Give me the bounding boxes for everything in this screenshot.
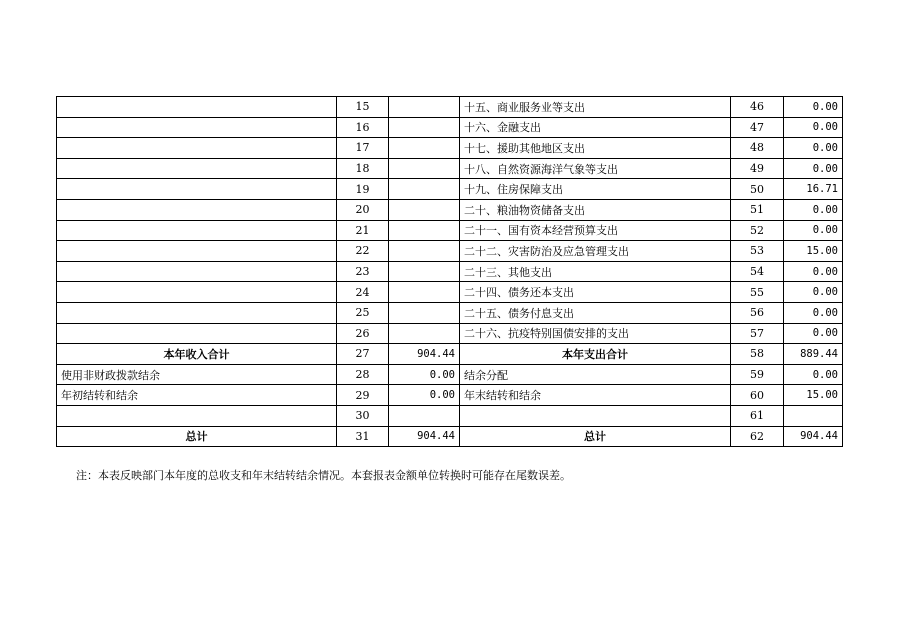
expense-line-no-cell: 58 [731, 344, 784, 365]
expense-item-cell: 二十三、其他支出 [460, 261, 731, 282]
income-item-cell [57, 302, 337, 323]
income-amount-cell [389, 282, 460, 303]
table-row [57, 97, 843, 118]
table-row [57, 364, 843, 385]
income-item-cell [57, 282, 337, 303]
income-line-no-cell: 19 [337, 179, 389, 200]
expense-line-no-cell: 50 [731, 179, 784, 200]
expense-item-cell: 十九、住房保障支出 [460, 179, 731, 200]
income-item-cell [57, 158, 337, 179]
expense-line-no-cell: 46 [731, 97, 784, 118]
income-item-cell [57, 97, 337, 118]
income-amount-cell [389, 117, 460, 138]
table-row [57, 302, 843, 323]
expense-item-cell [460, 405, 731, 426]
income-amount-cell [389, 158, 460, 179]
income-line-no-cell: 25 [337, 302, 389, 323]
expense-line-no-cell: 61 [731, 405, 784, 426]
income-item-cell [57, 405, 337, 426]
expense-item-cell: 二十五、债务付息支出 [460, 302, 731, 323]
income-line-no-cell: 30 [337, 405, 389, 426]
expense-item-cell: 十八、自然资源海洋气象等支出 [460, 158, 731, 179]
income-line-no-cell: 24 [337, 282, 389, 303]
expense-amount-cell: 889.44 [784, 344, 843, 365]
footnote: 注：本表反映部门本年度的总收支和年末结转结余情况。本套报表金额单位转换时可能存在尾数误差。 [76, 469, 571, 482]
income-item-cell: 年初结转和结余 [57, 385, 337, 406]
expense-line-no-cell: 56 [731, 302, 784, 323]
table-total-row [57, 344, 843, 365]
income-item-cell [57, 117, 337, 138]
expense-item-cell: 本年支出合计 [460, 344, 731, 365]
expense-item-cell: 结余分配 [460, 364, 731, 385]
expense-amount-cell: 0.00 [784, 220, 843, 241]
income-amount-cell [389, 405, 460, 426]
expense-line-no-cell: 49 [731, 158, 784, 179]
expense-amount-cell: 15.00 [784, 241, 843, 262]
table-row [57, 138, 843, 159]
expense-line-no-cell: 60 [731, 385, 784, 406]
expense-amount-cell: 0.00 [784, 302, 843, 323]
income-line-no-cell: 29 [337, 385, 389, 406]
income-item-cell [57, 138, 337, 159]
income-amount-cell [389, 179, 460, 200]
expense-item-cell: 二十六、抗疫特别国债安排的支出 [460, 323, 731, 344]
income-line-no-cell: 26 [337, 323, 389, 344]
income-item-cell: 总计 [57, 426, 337, 447]
expense-amount-cell: 15.00 [784, 385, 843, 406]
expense-line-no-cell: 62 [731, 426, 784, 447]
income-item-cell [57, 199, 337, 220]
expense-item-cell: 十五、商业服务业等支出 [460, 97, 731, 118]
income-item-cell: 本年收入合计 [57, 344, 337, 365]
income-line-no-cell: 23 [337, 261, 389, 282]
table-row [57, 323, 843, 344]
income-line-no-cell: 28 [337, 364, 389, 385]
income-line-no-cell: 20 [337, 199, 389, 220]
expense-amount-cell: 0.00 [784, 199, 843, 220]
income-item-cell [57, 323, 337, 344]
expense-amount-cell: 0.00 [784, 97, 843, 118]
expense-line-no-cell: 55 [731, 282, 784, 303]
income-line-no-cell: 27 [337, 344, 389, 365]
income-amount-cell [389, 199, 460, 220]
income-amount-cell [389, 323, 460, 344]
expense-item-cell: 十七、援助其他地区支出 [460, 138, 731, 159]
income-item-cell: 使用非财政拨款结余 [57, 364, 337, 385]
income-line-no-cell: 22 [337, 241, 389, 262]
expense-line-no-cell: 47 [731, 117, 784, 138]
income-amount-cell [389, 241, 460, 262]
income-line-no-cell: 18 [337, 158, 389, 179]
income-amount-cell [389, 97, 460, 118]
table-total-row [57, 426, 843, 447]
expense-amount-cell: 0.00 [784, 282, 843, 303]
expense-amount-cell: 0.00 [784, 261, 843, 282]
income-line-no-cell: 17 [337, 138, 389, 159]
expense-item-cell: 年末结转和结余 [460, 385, 731, 406]
expense-amount-cell: 0.00 [784, 158, 843, 179]
expense-amount-cell: 0.00 [784, 364, 843, 385]
income-amount-cell [389, 138, 460, 159]
expense-item-cell: 二十、粮油物资储备支出 [460, 199, 731, 220]
income-amount-cell: 0.00 [389, 364, 460, 385]
expense-line-no-cell: 59 [731, 364, 784, 385]
income-item-cell [57, 261, 337, 282]
table-row [57, 282, 843, 303]
income-line-no-cell: 16 [337, 117, 389, 138]
income-amount-cell: 904.44 [389, 344, 460, 365]
table-row [57, 220, 843, 241]
expense-item-cell: 十六、金融支出 [460, 117, 731, 138]
expense-amount-cell [784, 405, 843, 426]
income-line-no-cell: 31 [337, 426, 389, 447]
table-row [57, 117, 843, 138]
income-line-no-cell: 21 [337, 220, 389, 241]
income-amount-cell [389, 220, 460, 241]
expense-line-no-cell: 57 [731, 323, 784, 344]
expense-line-no-cell: 52 [731, 220, 784, 241]
income-item-cell [57, 179, 337, 200]
income-amount-cell [389, 302, 460, 323]
expense-amount-cell: 0.00 [784, 138, 843, 159]
table-row [57, 385, 843, 406]
table-row [57, 158, 843, 179]
expense-item-cell: 二十二、灾害防治及应急管理支出 [460, 241, 731, 262]
income-line-no-cell: 15 [337, 97, 389, 118]
income-item-cell [57, 220, 337, 241]
table-row [57, 261, 843, 282]
expense-line-no-cell: 53 [731, 241, 784, 262]
expense-item-cell: 二十一、国有资本经营预算支出 [460, 220, 731, 241]
expense-line-no-cell: 51 [731, 199, 784, 220]
expense-amount-cell: 904.44 [784, 426, 843, 447]
income-amount-cell: 0.00 [389, 385, 460, 406]
table-row [57, 241, 843, 262]
table-body [57, 97, 843, 447]
expense-item-cell: 二十四、债务还本支出 [460, 282, 731, 303]
expense-line-no-cell: 48 [731, 138, 784, 159]
budget-summary-table [56, 96, 843, 447]
expense-line-no-cell: 54 [731, 261, 784, 282]
expense-amount-cell: 0.00 [784, 323, 843, 344]
expense-amount-cell: 0.00 [784, 117, 843, 138]
table-row [57, 199, 843, 220]
expense-amount-cell: 16.71 [784, 179, 843, 200]
income-item-cell [57, 241, 337, 262]
income-amount-cell: 904.44 [389, 426, 460, 447]
income-amount-cell [389, 261, 460, 282]
table-row [57, 405, 843, 426]
table-row [57, 179, 843, 200]
expense-item-cell: 总计 [460, 426, 731, 447]
